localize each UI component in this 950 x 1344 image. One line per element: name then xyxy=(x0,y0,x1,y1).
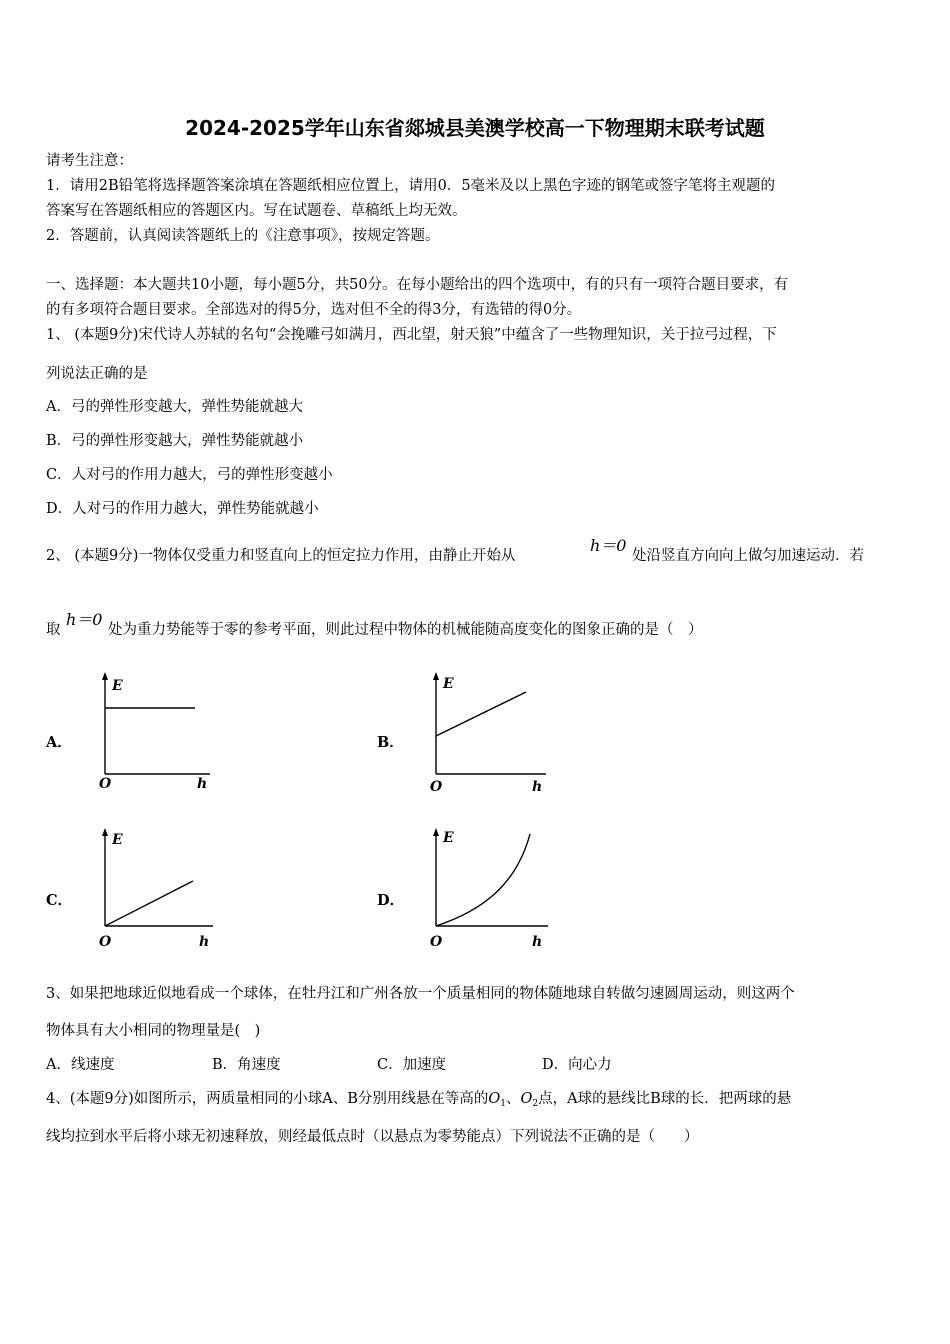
q2-stem-part4: 处为重力势能等于零的参考平面，则此过程中物体的机械能随高度变化的图象正确的是（ ） xyxy=(108,622,703,638)
q2-math-h0-a: h＝0 xyxy=(590,536,627,555)
graph-d-curve xyxy=(436,834,530,926)
q1-option-a: A．弓的弹性形变越大，弹性势能就越大 xyxy=(46,399,303,415)
notice-line-2: 答案写在答题纸相应的答题区内。写在试题卷、草稿纸上均无效。 xyxy=(46,203,467,219)
q3-option-d: D．向心力 xyxy=(542,1057,612,1073)
q1-option-c: C．人对弓的作用力越大，弓的弹性形变越小 xyxy=(46,467,333,483)
q3-option-c: C．加速度 xyxy=(377,1057,447,1073)
q1-stem-2: 列说法正确的是 xyxy=(46,366,148,382)
graph-b-origin: O xyxy=(430,779,443,795)
q1-option-b: B．弓的弹性形变越大，弹性势能就越小 xyxy=(46,433,304,449)
q4-stem-2: 线均拉到水平后将小球无初速释放，则经最低点时（以悬点为零势能点）下列说法不正确的是（ ） xyxy=(46,1129,699,1145)
q2-option-b-label: B． xyxy=(377,734,404,751)
section-intro-2: 的有多项符合题目要求。全部选对的得5分，选对但不全的得3分，有选错的得0分。 xyxy=(46,302,582,318)
q4-sep: 、 xyxy=(506,1091,521,1107)
q4-o2-sub: 2 xyxy=(532,1099,539,1109)
q3-option-b: B．角速度 xyxy=(212,1057,281,1073)
graph-d-y-label: E xyxy=(443,830,454,846)
graph-c-y-label: E xyxy=(112,832,123,848)
q2-stem-part1: 2、 (本题9分)一物体仅受重力和竖直向上的恒定拉力作用，由静止开始从 xyxy=(46,548,516,564)
section-intro-1: 一、选择题：本大题共10小题，每小题5分，共50分。在每小题给出的四个选项中，有的只有一项符合题目要求，有 xyxy=(46,277,789,293)
notice-line-1: 1．请用2B铅笔将选择题答案涂填在答题纸相应位置上，请用0．5毫米及以上黑色字迹的钢笔或签字笔将主观题的 xyxy=(46,178,776,194)
graph-b-y-label: E xyxy=(443,676,454,692)
q4-o2: O xyxy=(520,1091,533,1107)
q2-option-a-label: A． xyxy=(46,734,72,751)
q2-option-d-label: D． xyxy=(377,892,405,909)
graph-b-curve xyxy=(436,692,526,736)
q4-o1-sub: 1 xyxy=(500,1099,507,1109)
graph-d-x-label: h xyxy=(532,934,543,950)
q4-o1: O xyxy=(488,1091,501,1107)
q2-graph-b xyxy=(426,670,556,795)
q2-stem-part3: 取 xyxy=(46,622,61,638)
q4-stem-part1: 4、(本题9分)如图所示，两质量相同的小球A、B分别用线悬在等高的 xyxy=(46,1091,489,1107)
q4-stem-part2: 点，A球的悬线比B球的长．把两球的悬 xyxy=(538,1091,792,1107)
q3-option-a: A．线速度 xyxy=(46,1057,115,1073)
graph-a-x-label: h xyxy=(197,776,208,792)
q3-stem-2: 物体具有大小相同的物理量是( ) xyxy=(46,1023,261,1039)
graph-c-origin: O xyxy=(99,934,112,950)
q2-graph-a xyxy=(95,670,215,795)
graph-a-origin: O xyxy=(99,776,112,792)
graph-d-origin: O xyxy=(430,934,443,950)
graph-c-curve xyxy=(105,881,193,926)
q1-stem-1: 1、 (本题9分)宋代诗人苏轼的名句“会挽雕弓如满月，西北望，射天狼”中蕴含了一些物理知识，关于拉弓过程，下 xyxy=(46,327,777,343)
q2-math-h0-b: h＝0 xyxy=(66,610,103,629)
graph-a-y-label: E xyxy=(112,678,123,694)
graph-c-x-label: h xyxy=(199,934,210,950)
page-title: 2024-2025学年山东省郯城县美澳学校高一下物理期末联考试题 xyxy=(185,116,765,140)
q3-stem-1: 3、如果把地球近似地看成一个球体，在牡丹江和广州各放一个质量相同的物体随地球自转做匀速圆周运动，则这两个 xyxy=(46,986,795,1002)
q2-graph-d xyxy=(426,826,556,951)
graph-b-x-label: h xyxy=(532,779,543,795)
notice-heading: 请考生注意： xyxy=(46,153,133,169)
q2-option-c-label: C． xyxy=(46,892,73,909)
notice-line-3: 2．答题前，认真阅读答题纸上的《注意事项》，按规定答题。 xyxy=(46,228,440,244)
q2-stem-part2: 处沿竖直方向向上做匀加速运动．若 xyxy=(632,548,864,564)
q1-option-d: D．人对弓的作用力越大，弹性势能就越小 xyxy=(46,501,319,517)
q4-stem-1 xyxy=(46,1091,791,1110)
q2-graph-c xyxy=(95,826,220,951)
